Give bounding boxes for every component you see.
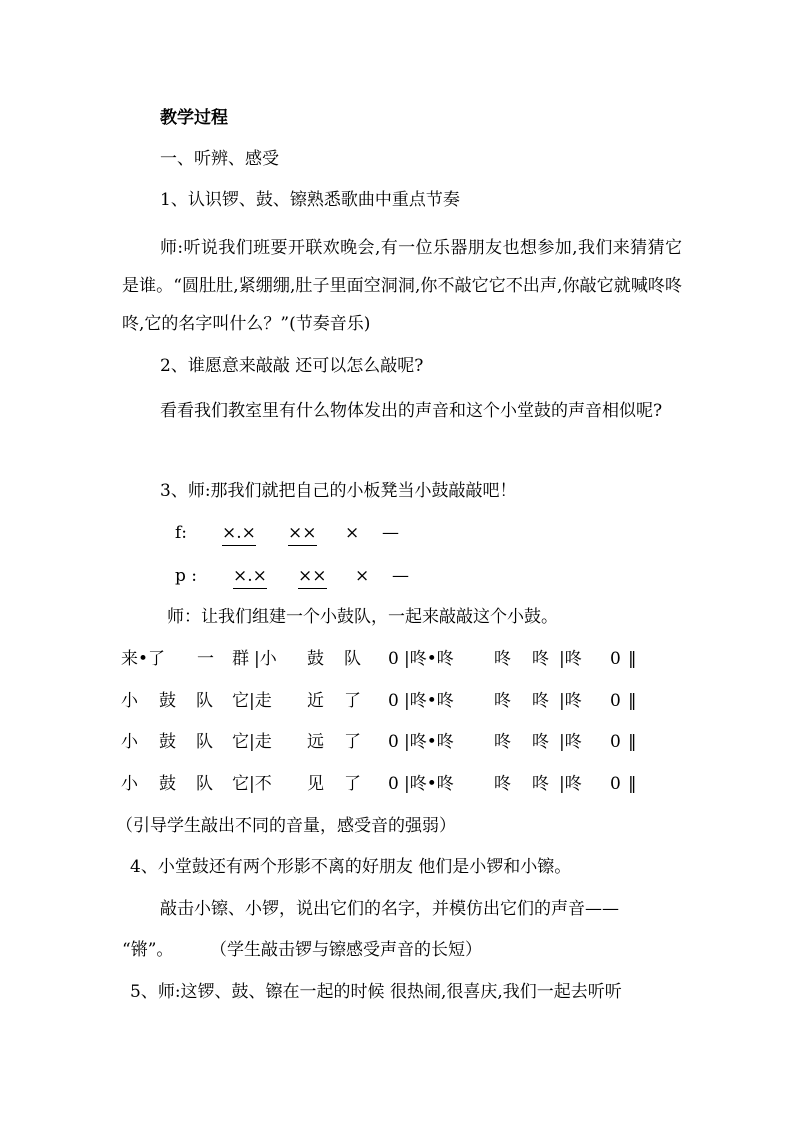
score-cell: 队 bbox=[196, 691, 213, 711]
strike-note: （学生敲击锣与镲感受声音的长短） bbox=[210, 940, 482, 960]
rhythm-group: ×× bbox=[298, 565, 327, 589]
score-cell: |咚 bbox=[559, 691, 582, 711]
score-cell: 见 bbox=[307, 774, 324, 794]
score-cell: 了 bbox=[344, 691, 361, 711]
dynamic-mark: p : bbox=[175, 566, 198, 586]
score-cell: 小 bbox=[121, 732, 138, 752]
score-cell: |咚•咚 bbox=[404, 774, 454, 794]
score-cell: ‖ bbox=[628, 732, 637, 752]
item-1: 1、认识锣、鼓、镲熟悉歌曲中重点节奏 bbox=[160, 190, 460, 210]
score-cell: 咚 bbox=[494, 649, 511, 669]
score-cell: |咚•咚 bbox=[404, 649, 454, 669]
score-cell: 它|走 bbox=[232, 691, 272, 711]
dynamic-mark: f: bbox=[175, 523, 188, 543]
score-cell: 0 bbox=[388, 649, 399, 669]
rhythm-note: × bbox=[355, 566, 370, 586]
score-cell: 来•了 bbox=[121, 649, 166, 669]
score-cell: 咚 bbox=[532, 774, 549, 794]
item-4: 4、小堂鼓还有两个形影不离的好朋友 他们是小锣和小镲。 bbox=[130, 857, 572, 877]
guide-note: （引导学生敲出不同的音量，感受音的强弱） bbox=[116, 816, 456, 836]
item-5: 5、师:这锣、鼓、镲在一起的时候 很热闹,很喜庆,我们一起去听听 bbox=[130, 982, 622, 1002]
score-cell: 队 bbox=[196, 732, 213, 752]
rhythm-dash: — bbox=[382, 523, 399, 543]
score-cell: 咚 bbox=[494, 732, 511, 752]
rhythm-group: ×× bbox=[288, 522, 317, 546]
rhythm-group: ×.× bbox=[222, 522, 256, 546]
teacher-intro-paragraph: 师:听说我们班要开联欢晚会,有一位乐器朋友也想参加,我们来猜猜它是谁。“圆肚肚,紧绷绷,肚子里面空洞洞,你不敲它它不出声,你敲它就喊咚咚咚,它的名字叫什么？”(节奏音乐) bbox=[122, 238, 682, 334]
score-cell: 0 bbox=[388, 774, 399, 794]
score-cell: 鼓 bbox=[159, 691, 176, 711]
score-cell: 一 bbox=[197, 649, 214, 669]
score-cell: 咚 bbox=[494, 691, 511, 711]
score-cell: 0 bbox=[610, 649, 621, 669]
strike-sound: “锵”。 bbox=[122, 940, 174, 960]
score-cell: 0 bbox=[388, 732, 399, 752]
score-cell: 了 bbox=[344, 774, 361, 794]
strike-instruction: 敲击小镲、小锣，说出它们的名字，并模仿出它们的声音—— bbox=[160, 899, 619, 919]
score-cell: |咚•咚 bbox=[404, 732, 454, 752]
rhythm-note: × bbox=[345, 523, 360, 543]
item-2: 2、谁愿意来敲敲 还可以怎么敲呢? bbox=[160, 356, 424, 376]
teacher-team-line: 师：让我们组建一个小鼓队，一起来敲敲这个小鼓。 bbox=[167, 607, 558, 627]
score-cell: ‖ bbox=[628, 774, 637, 794]
score-cell: 咚 bbox=[532, 732, 549, 752]
page-heading: 教学过程 bbox=[160, 108, 228, 128]
item-3: 3、师:那我们就把自己的小板凳当小鼓敲敲吧！ bbox=[160, 481, 517, 501]
score-cell: |咚•咚 bbox=[404, 691, 454, 711]
score-cell: 了 bbox=[344, 732, 361, 752]
score-cell: 远 bbox=[307, 732, 324, 752]
score-cell: 咚 bbox=[532, 649, 549, 669]
score-cell: 小 bbox=[121, 774, 138, 794]
score-cell: ‖ bbox=[628, 691, 637, 711]
score-cell: |咚 bbox=[559, 649, 582, 669]
score-cell: |小 bbox=[254, 649, 277, 669]
score-cell: 0 bbox=[610, 774, 621, 794]
score-cell: 它|不 bbox=[232, 774, 272, 794]
score-cell: 它|走 bbox=[232, 732, 272, 752]
score-cell: ‖ bbox=[628, 649, 637, 669]
score-cell: 群 bbox=[232, 649, 249, 669]
rhythm-dash: — bbox=[392, 566, 409, 586]
rhythm-group: ×.× bbox=[233, 565, 267, 589]
score-cell: 鼓 bbox=[159, 732, 176, 752]
score-cell: |咚 bbox=[559, 732, 582, 752]
score-cell: 咚 bbox=[494, 774, 511, 794]
score-cell: 咚 bbox=[532, 691, 549, 711]
look-paragraph: 看看我们教室里有什么物体发出的声音和这个小堂鼓的声音相似呢? bbox=[160, 401, 663, 421]
score-cell: 0 bbox=[610, 691, 621, 711]
section-heading: 一、听辨、感受 bbox=[160, 149, 279, 169]
score-cell: 队 bbox=[344, 649, 361, 669]
score-cell: 鼓 bbox=[159, 774, 176, 794]
score-cell: 鼓 bbox=[307, 649, 324, 669]
score-cell: 0 bbox=[610, 732, 621, 752]
score-cell: 0 bbox=[388, 691, 399, 711]
score-cell: |咚 bbox=[559, 774, 582, 794]
score-cell: 近 bbox=[307, 691, 324, 711]
score-cell: 小 bbox=[121, 691, 138, 711]
score-cell: 队 bbox=[196, 774, 213, 794]
